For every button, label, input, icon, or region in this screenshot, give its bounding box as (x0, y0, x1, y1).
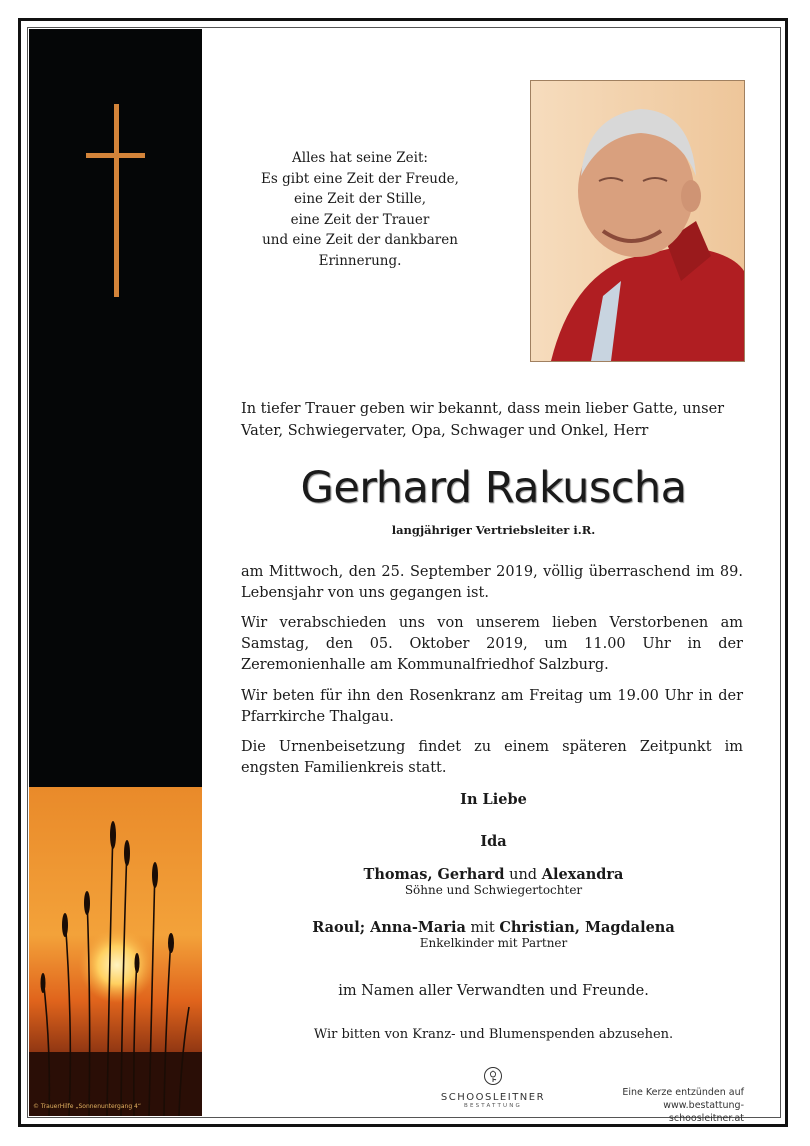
children-block (241, 866, 746, 897)
grandchildren-caption: Enkelkinder mit Partner (419, 936, 568, 950)
logo-name: SCHOOSLEITNER (440, 1092, 546, 1103)
funeral-home-logo (438, 1066, 548, 1109)
children-names-1: Thomas, Gerhard (363, 866, 505, 883)
grandchildren-block (241, 919, 746, 950)
poem-line: und eine Zeit der dankbaren (262, 232, 458, 248)
deceased-name: Gerhard Rakuscha (300, 463, 687, 513)
sunset-reeds-image (29, 787, 202, 1116)
portrait-photo (530, 80, 745, 362)
relatives-line: im Namen aller Verwandten und Freunde. (338, 983, 649, 999)
cross-icon-vertical (114, 104, 119, 297)
candle-block (590, 1086, 744, 1125)
image-credit: © TrauerHilfe „Sonnenuntergang 4“ (33, 1103, 141, 1110)
poem (240, 148, 480, 271)
paragraph-rosary: Wir beten für ihn den Rosenkranz am Freitag um 19.00 Uhr in der Pfarrkirche Thalgau. (241, 688, 743, 725)
poem-line: Alles hat seine Zeit: (292, 150, 428, 166)
black-side-strip (29, 29, 202, 1116)
poem-line: eine Zeit der Trauer (290, 211, 430, 228)
poem-line: Erinnerung. (318, 252, 402, 269)
poem-line: eine Zeit der Stille, (294, 191, 426, 207)
cross-icon-horizontal (86, 153, 145, 158)
no-flowers-line: Wir bitten von Kranz- und Blumenspenden abzusehen. (313, 1027, 674, 1042)
deceased-title: langjähriger Vertriebsleiter i.R. (391, 523, 596, 537)
grandchildren-names-2: Christian, Magdalena (499, 919, 675, 936)
grandchildren-mit: mit (470, 920, 495, 936)
announcement-text: In tiefer Trauer geben wir bekannt, dass mein lieber Gatte, unser Vater, Schwiegervater, Opa, Schwager und Onkel, Herr (241, 401, 725, 439)
poem-line: Es gibt eine Zeit der Freude, (261, 170, 459, 187)
logo-sub: BESTATTUNG (463, 1103, 523, 1109)
candle-text: Eine Kerze entzünden auf (622, 1087, 744, 1098)
candle-url[interactable]: www.bestattung-schoosleitner.at (663, 1100, 744, 1124)
wife-name: Ida (480, 833, 507, 850)
rose-icon (483, 1066, 503, 1086)
grandchildren-names-1: Raoul; Anna-Maria (312, 919, 466, 936)
children-caption: Söhne und Schwiegertochter (404, 883, 583, 897)
in-liebe: In Liebe (460, 791, 527, 808)
paragraph-farewell: Wir verabschieden uns von unserem lieben Verstorbenen am Samstag, den 05. Oktober 2019, um 11.00 Uhr in der Zeremonienhalle am Kommunalfriedhof Salzburg. (241, 615, 743, 673)
paragraph-urn: Die Urnenbeisetzung findet zu einem späteren Zeitpunkt im engsten Familienkreis statt. (241, 739, 743, 776)
children-und: und (509, 867, 538, 883)
paragraph-death: am Mittwoch, den 25. September 2019, völlig überraschend im 89. Lebensjahr von uns gegangen ist. (241, 564, 743, 601)
children-names-2: Alexandra (541, 866, 624, 883)
